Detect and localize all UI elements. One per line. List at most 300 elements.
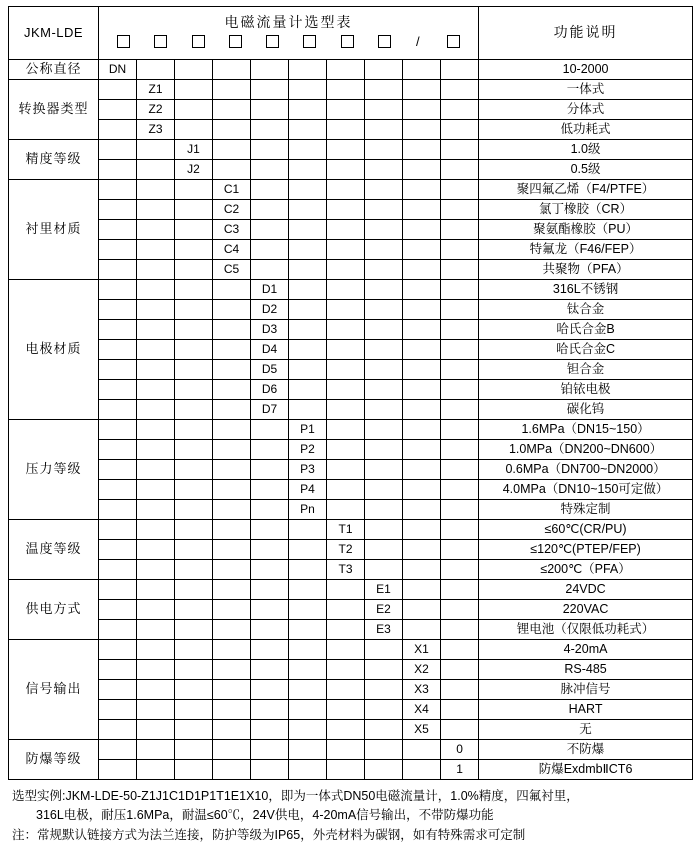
spacer-cell [251,200,289,220]
table-row [9,700,693,720]
spacer-cell [175,720,213,740]
table-row [9,80,693,100]
spacer-cell [289,540,327,560]
spacer-cell [99,240,137,260]
spacer-cell [365,380,403,400]
spacer-cell [441,200,479,220]
spacer-cell [327,640,365,660]
description-cell: 220VAC [479,600,693,620]
spacer-cell [289,360,327,380]
spacer-cell [213,300,251,320]
spacer-cell [175,440,213,460]
table-row [9,660,693,680]
spacer-cell [327,580,365,600]
spacer-cell [175,420,213,440]
spacer-cell [175,600,213,620]
spacer-cell [99,220,137,240]
row-label-5: 压力等级 [9,420,99,520]
code-cell: D6 [251,380,289,400]
spacer-cell [137,300,175,320]
spacer-cell [175,60,213,80]
spacer-cell [441,140,479,160]
spacer-cell [251,760,289,780]
spacer-cell [137,420,175,440]
spacer-cell [365,200,403,220]
spacer-cell [175,300,213,320]
spacer-cell [289,680,327,700]
selection-box[interactable] [447,35,460,48]
table-row [9,300,693,320]
code-cell: T3 [327,560,365,580]
spacer-cell [403,220,441,240]
code-cell: E3 [365,620,403,640]
spacer-cell [403,500,441,520]
spacer-cell [289,400,327,420]
spacer-cell [251,480,289,500]
spacer-cell [289,720,327,740]
spacer-cell [441,460,479,480]
table-row [9,320,693,340]
spacer-cell [365,180,403,200]
spacer-cell [251,580,289,600]
spacer-cell [137,380,175,400]
spacer-cell [251,560,289,580]
spacer-cell [441,220,479,240]
spacer-cell [175,400,213,420]
spacer-cell [137,680,175,700]
table-row [9,160,693,180]
spacer-cell [441,80,479,100]
spacer-cell [175,500,213,520]
code-cell: X1 [403,640,441,660]
spacer-cell [137,740,175,760]
spacer-cell [175,520,213,540]
spacer-cell [327,300,365,320]
spacer-cell [289,320,327,340]
spacer-cell [441,580,479,600]
spacer-cell [137,580,175,600]
spacer-cell [403,360,441,380]
table-row [9,720,693,740]
spacer-cell [213,740,251,760]
spacer-cell [175,480,213,500]
code-cell: Pn [289,500,327,520]
spacer-cell [365,320,403,340]
table-row [9,740,693,760]
spacer-cell [213,560,251,580]
spacer-cell [327,140,365,160]
spacer-cell [213,400,251,420]
spacer-cell [441,360,479,380]
spacer-cell [99,740,137,760]
spacer-cell [175,360,213,380]
spacer-cell [403,420,441,440]
spacer-cell [99,340,137,360]
table-row [9,340,693,360]
spacer-cell [441,600,479,620]
spacer-cell [327,400,365,420]
spacer-cell [365,680,403,700]
spacer-cell [403,280,441,300]
spacer-cell [251,180,289,200]
spacer-cell [327,460,365,480]
spacer-cell [137,240,175,260]
code-cell: D3 [251,320,289,340]
spacer-cell [403,440,441,460]
spacer-cell [365,140,403,160]
spacer-cell [137,480,175,500]
spacer-cell [175,80,213,100]
spacer-cell [403,300,441,320]
code-cell: T1 [327,520,365,540]
spacer-cell [99,320,137,340]
spacer-cell [289,740,327,760]
spacer-cell [327,600,365,620]
table-row [9,460,693,480]
code-cell: D2 [251,300,289,320]
spacer-cell [99,680,137,700]
table-row [9,360,693,380]
spacer-cell [175,760,213,780]
spacer-cell [137,280,175,300]
spacer-cell [137,160,175,180]
code-cell: P4 [289,480,327,500]
spacer-cell [99,180,137,200]
spacer-cell [327,100,365,120]
spacer-cell [441,440,479,460]
spacer-cell [137,320,175,340]
table-row [9,500,693,520]
description-cell: 钽合金 [479,360,693,380]
spacer-cell [175,180,213,200]
spacer-cell [403,140,441,160]
spacer-cell [403,320,441,340]
description-cell: 24VDC [479,580,693,600]
selection-box[interactable] [117,35,130,48]
spacer-cell [251,740,289,760]
spacer-cell [213,360,251,380]
spacer-cell [251,660,289,680]
spacer-cell [365,240,403,260]
code-cell: C5 [213,260,251,280]
spacer-cell [137,440,175,460]
spacer-cell [99,520,137,540]
selection-box[interactable] [341,35,354,48]
spacer-cell [403,560,441,580]
spacer-cell [441,400,479,420]
description-cell: 1.6MPa（DN15~150） [479,420,693,440]
spacer-cell [403,620,441,640]
code-cell: C3 [213,220,251,240]
spacer-cell [175,580,213,600]
spacer-cell [403,400,441,420]
spacer-cell [327,260,365,280]
spacer-cell [403,260,441,280]
spacer-cell [365,340,403,360]
spacer-cell [175,220,213,240]
spacer-cell [251,720,289,740]
code-cell: C4 [213,240,251,260]
spacer-cell [99,760,137,780]
code-cell: Z3 [137,120,175,140]
spacer-cell [327,120,365,140]
spacer-cell [175,460,213,480]
row-label-7: 供电方式 [9,580,99,640]
spacer-cell [175,100,213,120]
selection-box[interactable] [266,35,279,48]
spacer-cell [403,480,441,500]
spacer-cell [289,380,327,400]
spacer-cell [137,60,175,80]
spacer-cell [99,400,137,420]
spacer-cell [441,300,479,320]
spacer-cell [213,540,251,560]
spacer-cell [251,440,289,460]
description-cell: 316L不锈钢 [479,280,693,300]
spacer-cell [327,240,365,260]
selection-box[interactable] [229,35,242,48]
description-cell: 一体式 [479,80,693,100]
description-cell: 防爆ExdmbⅡCT6 [479,760,693,780]
spacer-cell [213,280,251,300]
spacer-cell [365,420,403,440]
selection-box[interactable] [303,35,316,48]
selection-box[interactable] [378,35,391,48]
spacer-cell [137,220,175,240]
description-cell: 分体式 [479,100,693,120]
spacer-cell [327,380,365,400]
spacer-cell [99,640,137,660]
spacer-cell [137,360,175,380]
row-label-8: 信号输出 [9,640,99,740]
spacer-cell [327,200,365,220]
table-title [99,7,479,60]
spacer-cell [137,720,175,740]
spacer-cell [327,160,365,180]
description-cell: RS-485 [479,660,693,680]
table-row [9,440,693,460]
spacer-cell [175,320,213,340]
spacer-cell [327,620,365,640]
spacer-cell [137,600,175,620]
spacer-cell [441,700,479,720]
spacer-cell [365,540,403,560]
spacer-cell [365,80,403,100]
spacer-cell [327,320,365,340]
table-row [9,200,693,220]
spacer-cell [137,340,175,360]
code-cell: Z1 [137,80,175,100]
spacer-cell [403,160,441,180]
spacer-cell [327,340,365,360]
description-cell: 锂电池（仅限低功耗式） [479,620,693,640]
spacer-cell [403,100,441,120]
spacer-cell [365,220,403,240]
spacer-cell [441,60,479,80]
spacer-cell [251,120,289,140]
spacer-cell [289,600,327,620]
spacer-cell [137,400,175,420]
spacer-cell [213,80,251,100]
spacer-cell [175,680,213,700]
spacer-cell [327,420,365,440]
spacer-cell [99,420,137,440]
spacer-cell [251,680,289,700]
spacer-cell [213,640,251,660]
spacer-cell [403,200,441,220]
spacer-cell [289,640,327,660]
spacer-cell [441,100,479,120]
description-cell: ≤200℃（PFA） [479,560,693,580]
description-cell: 哈氏合金C [479,340,693,360]
spacer-cell [251,420,289,440]
spacer-cell [213,420,251,440]
code-cell: E2 [365,600,403,620]
spacer-cell [175,700,213,720]
spacer-cell [213,760,251,780]
spacer-cell [327,180,365,200]
table-row [9,640,693,660]
spacer-cell [175,120,213,140]
selection-box[interactable] [192,35,205,48]
table-row [9,540,693,560]
spacer-cell [289,340,327,360]
spacer-cell [403,60,441,80]
description-cell: 10-2000 [479,60,693,80]
spacer-cell [175,640,213,660]
spacer-cell [251,500,289,520]
spacer-cell [175,740,213,760]
spacer-cell [137,520,175,540]
spacer-cell [289,280,327,300]
code-cell: J2 [175,160,213,180]
spacer-cell [365,280,403,300]
spacer-cell [213,680,251,700]
code-cell: P1 [289,420,327,440]
table-row [9,620,693,640]
spacer-cell [137,700,175,720]
table-row [9,760,693,780]
spacer-cell [327,80,365,100]
spacer-cell [99,500,137,520]
spacer-cell [213,440,251,460]
description-cell: 1.0级 [479,140,693,160]
spacer-cell [137,540,175,560]
table-header-row [9,7,693,60]
code-cell: 0 [441,740,479,760]
spacer-cell [289,220,327,240]
spacer-cell [365,720,403,740]
code-cell: P3 [289,460,327,480]
spacer-cell [289,300,327,320]
selection-boxes [105,35,472,49]
spacer-cell [327,440,365,460]
spacer-cell [365,440,403,460]
spacer-cell [175,540,213,560]
code-cell: D7 [251,400,289,420]
spacer-cell [441,500,479,520]
spacer-cell [289,260,327,280]
description-cell: 低功耗式 [479,120,693,140]
spacer-cell [365,300,403,320]
spacer-cell [289,520,327,540]
spacer-cell [403,80,441,100]
note-remark: 注：常规默认链接方式为法兰连接，防护等级为IP65，外壳材料为碳钢，如有特殊需求可定制 [12,827,526,842]
table-row [9,420,693,440]
spacer-cell [99,580,137,600]
selection-box[interactable] [154,35,167,48]
table-title-text: 电磁流量计选型表 [224,14,353,31]
spacer-cell [365,160,403,180]
description-cell: 氯丁橡胶（CR） [479,200,693,220]
spacer-cell [441,320,479,340]
code-cell: J1 [175,140,213,160]
code-cell: Z2 [137,100,175,120]
spacer-cell [213,520,251,540]
spacer-cell [213,340,251,360]
spacer-cell [403,180,441,200]
spacer-cell [403,600,441,620]
note-example-line1: 选型实例:JKM-LDE-50-Z1J1C1D1P1T1E1X10，即为一体式DN50电磁流量计，1.0%精度，四氟衬里， [12,789,579,803]
spacer-cell [99,160,137,180]
spacer-cell [403,240,441,260]
spacer-cell [365,260,403,280]
code-cell: P2 [289,440,327,460]
table-row [9,140,693,160]
description-cell: ≤60℃(CR/PU) [479,520,693,540]
spacer-cell [213,380,251,400]
description-cell: 哈氏合金B [479,320,693,340]
spacer-cell [213,100,251,120]
spacer-cell [403,740,441,760]
code-cell: D1 [251,280,289,300]
description-cell: 不防爆 [479,740,693,760]
spacer-cell [99,140,137,160]
description-cell: ≤120℃(PTEP/FEP) [479,540,693,560]
spacer-cell [441,260,479,280]
spacer-cell [99,600,137,620]
spacer-cell [327,740,365,760]
spacer-cell [289,660,327,680]
spacer-cell [137,180,175,200]
spacer-cell [327,480,365,500]
table-row [9,240,693,260]
description-cell: 脉冲信号 [479,680,693,700]
spacer-cell [251,220,289,240]
spacer-cell [175,280,213,300]
spacer-cell [441,280,479,300]
table-row [9,520,693,540]
spacer-cell [327,60,365,80]
spacer-cell [327,700,365,720]
spacer-cell [441,640,479,660]
spacer-cell [251,640,289,660]
selection-table [8,6,693,780]
spacer-cell [137,140,175,160]
spacer-cell [327,360,365,380]
row-label-0: 公称直径 [9,60,99,80]
table-row [9,280,693,300]
spacer-cell [289,180,327,200]
spacer-cell [137,500,175,520]
spacer-cell [403,540,441,560]
table-row [9,220,693,240]
spacer-cell [327,720,365,740]
table-row [9,580,693,600]
spacer-cell [441,720,479,740]
spacer-cell [289,120,327,140]
spacer-cell [175,620,213,640]
